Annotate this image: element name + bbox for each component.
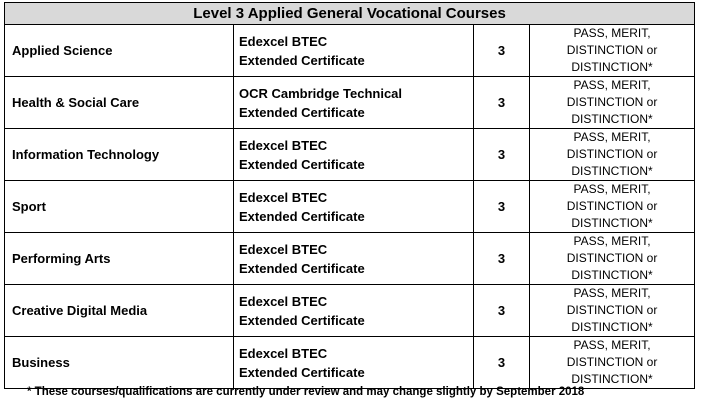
table-row [5, 129, 695, 181]
grades-line: DISTINCTION* [571, 164, 653, 178]
grades-line: PASS, MERIT, [573, 130, 651, 144]
table-row [5, 233, 695, 285]
grades-line: DISTINCTION or [566, 355, 658, 369]
course-subject: Applied Science [5, 25, 234, 77]
qualification-type: Extended Certificate [239, 52, 365, 68]
table-row [5, 77, 695, 129]
grades-line: DISTINCTION* [571, 268, 653, 282]
course-size: 3 [474, 285, 530, 337]
course-rows [5, 25, 695, 389]
qualification-awarding-body: Edexcel BTEC [239, 345, 328, 361]
course-qualification [234, 233, 474, 285]
grades-line: DISTINCTION or [566, 95, 658, 109]
course-size: 3 [474, 337, 530, 389]
qualification-awarding-body: Edexcel BTEC [239, 189, 328, 205]
course-subject: Information Technology [5, 129, 234, 181]
qualification-awarding-body: Edexcel BTEC [239, 33, 328, 49]
course-grades [530, 129, 695, 181]
course-subject: Performing Arts [5, 233, 234, 285]
course-subject: Business [5, 337, 234, 389]
qualification-type: Extended Certificate [239, 364, 365, 380]
table-row [5, 25, 695, 77]
table-title: Level 3 Applied General Vocational Courses [5, 3, 695, 25]
grades-line: DISTINCTION or [566, 303, 658, 317]
grades-line: DISTINCTION or [566, 251, 658, 265]
grades-line: DISTINCTION or [566, 147, 658, 161]
course-qualification [234, 25, 474, 77]
course-grades [530, 337, 695, 389]
grades-line: DISTINCTION* [571, 112, 653, 126]
course-size: 3 [474, 181, 530, 233]
course-size: 3 [474, 129, 530, 181]
table-row [5, 285, 695, 337]
grades-line: PASS, MERIT, [573, 26, 651, 40]
qualification-awarding-body: OCR Cambridge Technical [239, 85, 403, 101]
qualification-awarding-body: Edexcel BTEC [239, 241, 328, 257]
table-row [5, 337, 695, 389]
qualification-type: Extended Certificate [239, 156, 365, 172]
course-grades [530, 77, 695, 129]
grades-line: PASS, MERIT, [573, 78, 651, 92]
qualification-awarding-body: Edexcel BTEC [239, 137, 328, 153]
course-grades [530, 233, 695, 285]
title-row [5, 3, 695, 25]
course-grades [530, 285, 695, 337]
grades-line: DISTINCTION* [571, 320, 653, 334]
grades-line: DISTINCTION or [566, 43, 658, 57]
qualification-awarding-body: Edexcel BTEC [239, 293, 328, 309]
grades-line: PASS, MERIT, [573, 182, 651, 196]
course-qualification [234, 337, 474, 389]
course-subject: Health & Social Care [5, 77, 234, 129]
course-qualification [234, 129, 474, 181]
grades-line: DISTINCTION* [571, 216, 653, 230]
qualification-type: Extended Certificate [239, 208, 365, 224]
grades-line: DISTINCTION* [571, 60, 653, 74]
course-size: 3 [474, 233, 530, 285]
course-size: 3 [474, 77, 530, 129]
grades-line: DISTINCTION or [566, 199, 658, 213]
course-subject: Sport [5, 181, 234, 233]
qualification-type: Extended Certificate [239, 312, 365, 328]
grades-line: PASS, MERIT, [573, 286, 651, 300]
course-size: 3 [474, 25, 530, 77]
course-subject: Creative Digital Media [5, 285, 234, 337]
qualification-type: Extended Certificate [239, 104, 365, 120]
grades-line: DISTINCTION* [571, 372, 653, 386]
course-grades [530, 25, 695, 77]
grades-line: PASS, MERIT, [573, 234, 651, 248]
courses-table [4, 2, 695, 389]
table-row [5, 181, 695, 233]
qualification-type: Extended Certificate [239, 260, 365, 276]
course-qualification [234, 181, 474, 233]
course-qualification [234, 285, 474, 337]
course-grades [530, 181, 695, 233]
footnote: * These courses/qualifications are currently under review and may change slightly by September 2018 [27, 386, 585, 398]
grades-line: PASS, MERIT, [573, 338, 651, 352]
course-qualification [234, 77, 474, 129]
